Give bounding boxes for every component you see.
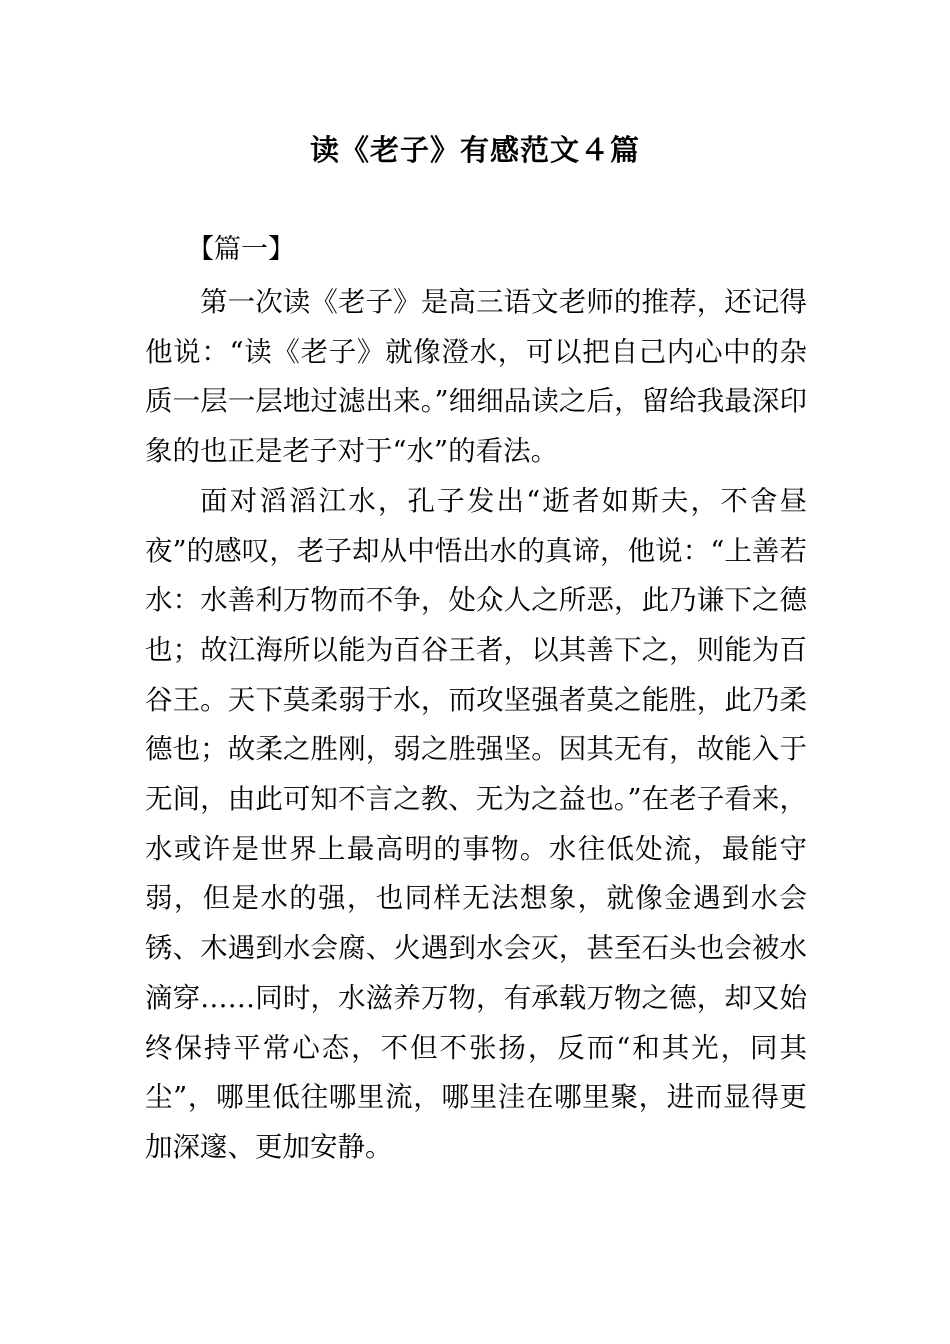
document-title: 读《老子》有感范文４篇	[309, 133, 640, 167]
paragraph-1: 第一次读《老子》是高三语文老师的推荐，还记得他说：“读《老子》就像澄水，可以把自己内心中的杂质一层一层地过滤出来。”细细品读之后，留给我最深印象的也正是老子对于“水”的看法。	[145, 286, 807, 468]
document-body	[145, 278, 807, 1173]
section-heading: 【篇一】	[187, 234, 295, 265]
paragraph-2: 面对滔滔江水，孔子发出“逝者如斯夫，不舍昼夜”的感叹，老子却从中悟出水的真谛，他说：“上善若水：水善利万物而不争，处众人之所恶，此乃谦下之德也；故江海所以能为百谷王者，以其善下之，则能为百谷王。天下莫柔弱于水，而攻坚强者莫之能胜，此乃柔德也；故柔之胜刚，弱之胜强坚。因其无有，故能入于无间，由此可知不言之教、无为之益也。”在老子看来，水或许是世界上最高明的事物。水往低处流，最能守弱，但是水的强，也同样无法想象，就像金遇到水会锈、木遇到水会腐、火遇到水会灭，甚至石头也会被水滴穿……同时，水滋养万物，有承载万物之德，却又始终保持平常心态，不但不张扬，反而“和其光，同其尘”，哪里低往哪里流，哪里洼在哪里聚，进而显得更加深邃、更加安静。	[145, 484, 807, 1163]
